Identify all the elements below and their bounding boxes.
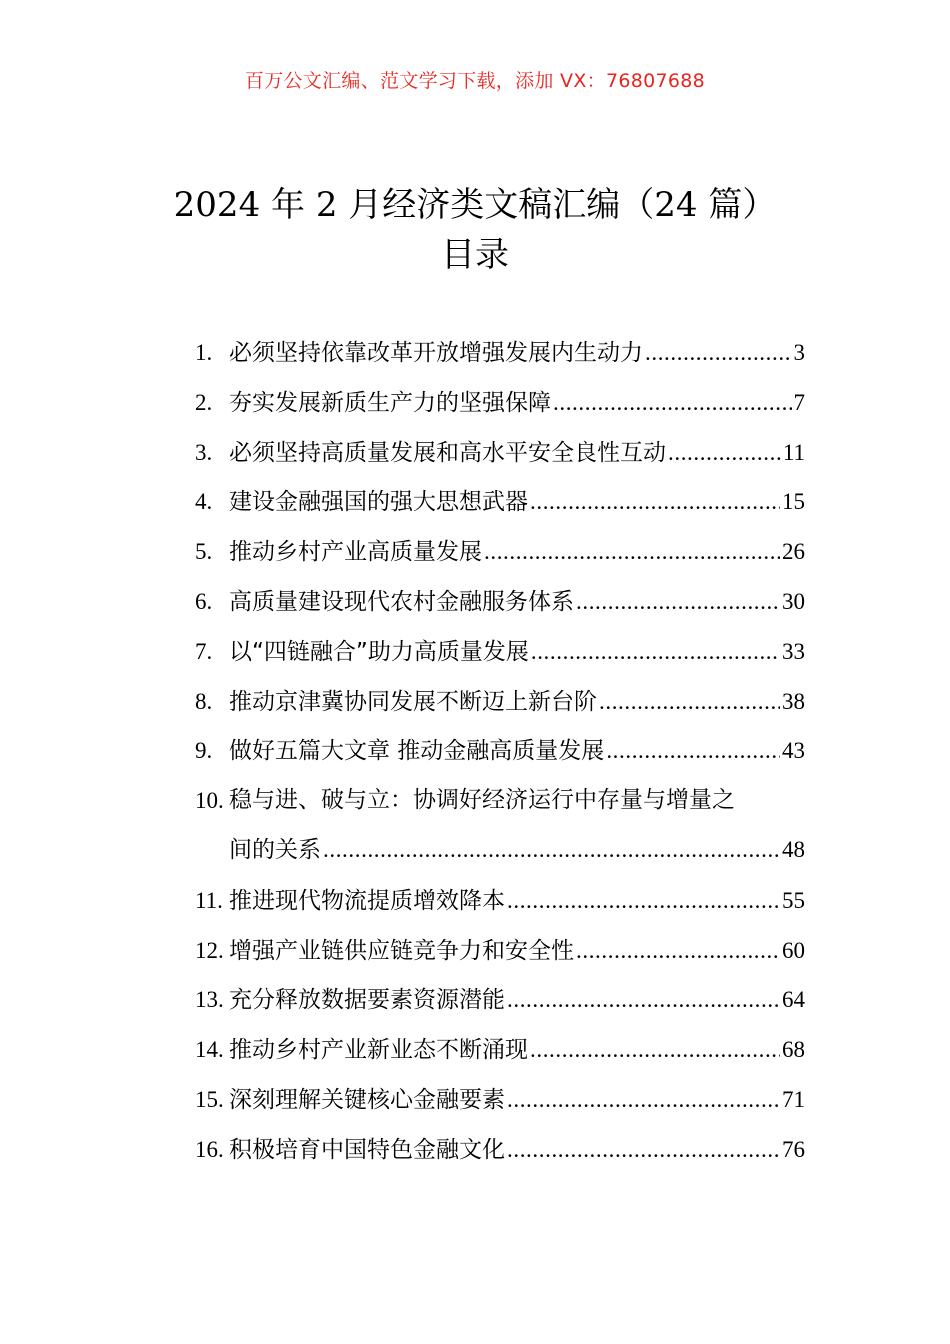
- toc-number: 10.: [195, 788, 224, 814]
- dot-leader: [484, 527, 780, 577]
- toc-number: 2.: [195, 389, 213, 415]
- toc-entry-13[interactable]: [195, 975, 805, 1025]
- toc-entry-3[interactable]: [195, 428, 805, 478]
- toc-number: 11.: [195, 887, 223, 913]
- toc-number: 7.: [195, 638, 213, 664]
- toc-number: 12.: [195, 937, 224, 963]
- toc-title: 做好五篇大文章 推动金融高质量发展: [229, 738, 605, 765]
- toc-page-number: 68: [782, 1037, 805, 1063]
- toc-title: 推动乡村产业新业态不断涌现: [229, 1037, 528, 1064]
- dot-leader: [599, 677, 780, 727]
- toc-heading: 目录: [441, 235, 509, 275]
- toc-title: 深刻理解关键核心金融要素: [229, 1086, 505, 1113]
- dot-leader: [576, 577, 780, 627]
- dot-leader: [507, 975, 780, 1025]
- toc-entry-5[interactable]: [195, 527, 805, 577]
- toc-number: 13.: [195, 987, 224, 1013]
- dot-leader: [645, 328, 792, 378]
- toc-entry-2[interactable]: [195, 378, 805, 428]
- dot-leader: [507, 1075, 780, 1125]
- toc-number: 5.: [195, 539, 213, 565]
- toc-page-number: 26: [782, 539, 805, 565]
- toc-page-number: 55: [782, 887, 805, 913]
- toc-entry-9[interactable]: [195, 726, 805, 776]
- dot-leader: [507, 876, 780, 926]
- toc-number: 3.: [195, 439, 213, 465]
- toc-title: 稳与进、破与立：协调好经济运行中存量与增量之: [229, 787, 735, 814]
- dot-leader: [668, 428, 781, 478]
- toc-entry-12[interactable]: [195, 926, 805, 976]
- toc-page-number: 15: [782, 489, 805, 515]
- toc-number: 15.: [195, 1086, 224, 1112]
- watermark-banner: 百万公文汇编、范文学习下载，添加 VX：76807688: [244, 70, 706, 92]
- toc-number: 4.: [195, 489, 213, 515]
- toc-title: 以“四链融合”助力高质量发展: [229, 638, 529, 665]
- toc-title: 夯实发展新质生产力的坚强保障: [229, 389, 551, 416]
- toc-entry-1[interactable]: [195, 328, 805, 378]
- toc-number: 8.: [195, 688, 213, 714]
- toc-title: 推动乡村产业高质量发展: [229, 539, 482, 566]
- toc-title: 推动京津冀协同发展不断迈上新台阶: [229, 688, 597, 715]
- dot-leader: [323, 825, 780, 875]
- toc-entry-4[interactable]: [195, 477, 805, 527]
- toc-page-number: 76: [782, 1136, 805, 1162]
- dot-leader: [606, 726, 780, 776]
- toc-title: 充分释放数据要素资源潜能: [229, 987, 505, 1014]
- dot-leader: [530, 477, 780, 527]
- toc-page-number: 7: [793, 389, 805, 415]
- toc-title: 高质量建设现代农村金融服务体系: [229, 588, 574, 615]
- toc-page-number: 64: [782, 987, 805, 1013]
- toc-entry-7[interactable]: [195, 627, 805, 677]
- toc-entry-6[interactable]: [195, 577, 805, 627]
- toc-page-number: 60: [782, 937, 805, 963]
- toc-number: 6.: [195, 588, 213, 614]
- toc-title: 建设金融强国的强大思想武器: [229, 489, 528, 516]
- dot-leader: [553, 378, 792, 428]
- document-title: 2024 年 2 月经济类文稿汇编（24 篇）: [173, 185, 777, 225]
- toc-title: 增强产业链供应链竞争力和安全性: [229, 937, 574, 964]
- toc-page-number: 71: [782, 1086, 805, 1112]
- toc-entry-14[interactable]: [195, 1025, 805, 1075]
- toc-title: 必须坚持依靠改革开放增强发展内生动力: [229, 340, 643, 366]
- toc-entry-15[interactable]: [195, 1075, 805, 1125]
- toc-title: 积极培育中国特色金融文化: [229, 1136, 505, 1163]
- dot-leader: [530, 1025, 780, 1075]
- toc-entry-11[interactable]: [195, 876, 805, 926]
- toc-number: 1.: [195, 340, 213, 365]
- toc-title: 推进现代物流提质增效降本: [229, 887, 505, 914]
- toc-number: 14.: [195, 1037, 224, 1063]
- toc-page-number: 48: [782, 837, 805, 863]
- dot-leader: [507, 1125, 780, 1175]
- toc-page-number: 3: [793, 340, 805, 365]
- toc-title: 必须坚持高质量发展和高水平安全良性互动: [229, 439, 666, 466]
- table-of-contents: [195, 328, 805, 1175]
- toc-number: 16.: [195, 1136, 224, 1162]
- dot-leader: [576, 926, 780, 976]
- toc-page-number: 11: [782, 439, 805, 465]
- toc-entry-16[interactable]: [195, 1125, 805, 1175]
- toc-page-number: 38: [782, 688, 805, 714]
- toc-title-continued: 间的关系: [229, 837, 321, 864]
- toc-entry-10[interactable]: [195, 776, 805, 876]
- toc-page-number: 43: [782, 738, 805, 764]
- toc-page-number: 30: [782, 588, 805, 614]
- toc-entry-8[interactable]: [195, 677, 805, 727]
- toc-number: 9.: [195, 738, 213, 764]
- dot-leader: [531, 627, 780, 677]
- toc-page-number: 33: [782, 638, 805, 664]
